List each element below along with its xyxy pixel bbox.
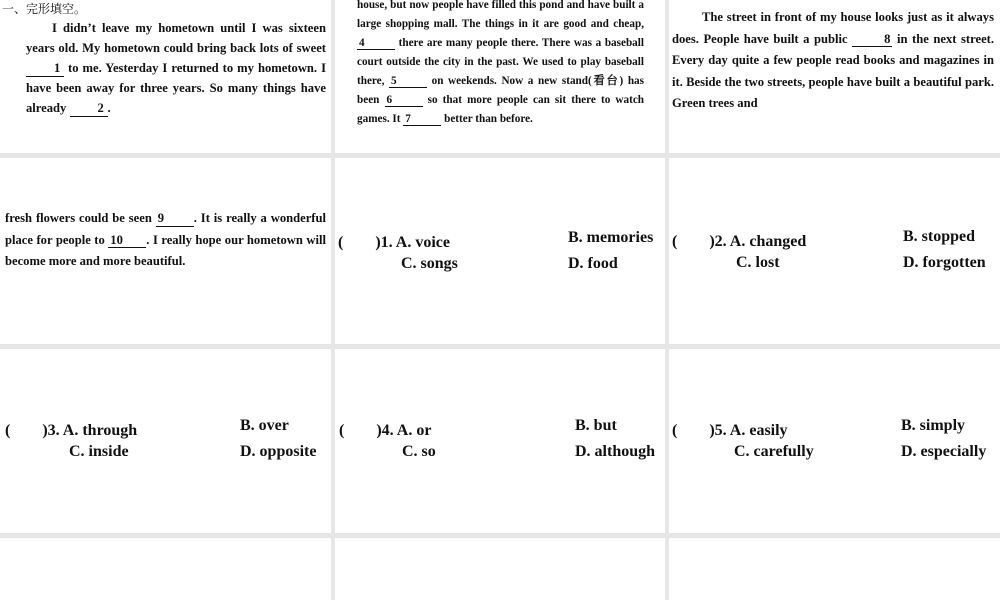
question-5 — [669, 349, 1000, 533]
option-c[interactable]: C. carefully — [734, 443, 814, 460]
answer-bracket[interactable]: ( )3. — [5, 422, 63, 439]
passage-part-2: house, but now people have filled this pond and have built a large shopping mall. The things in it are good and cheap, 4 there are many people there. There was a baseball court outside the city in the past. We used to play baseball there, 5 on weekends. Now a new stand(看台) has been 6 so that more people can sit there to watch games. It 7 better than before. — [357, 0, 645, 125]
panel-r1c1 — [0, 0, 331, 153]
blank-9: 9 — [156, 212, 194, 227]
blank-8: 8 — [852, 33, 892, 48]
option-a[interactable]: A. voice — [395, 234, 450, 251]
passage-part-3: The street in front of my house looks just as it always does. People have built a public 8 in the next street. Every day quite a few people read books and magazines in it. Beside the two streets, people have built a beautiful park. Green trees and — [672, 10, 994, 110]
panel-r4c1 — [0, 538, 331, 600]
section-heading: 一、完形填空。 — [2, 2, 87, 16]
option-c[interactable]: C. songs — [401, 255, 458, 272]
option-b[interactable]: B. simply — [901, 417, 966, 434]
option-c[interactable]: C. so — [402, 443, 436, 460]
blank-7: 7 — [403, 113, 441, 126]
option-c[interactable]: C. lost — [736, 254, 780, 271]
option-b[interactable]: B. over — [240, 417, 289, 434]
panel-r1c2 — [335, 0, 665, 153]
blank-4: 4 — [357, 37, 395, 50]
option-a[interactable]: A. or — [396, 422, 432, 439]
question-2 — [669, 158, 1000, 344]
panel-r2c1 — [0, 158, 331, 344]
option-a[interactable]: A. through — [62, 422, 138, 439]
blank-5: 5 — [389, 75, 427, 88]
option-d[interactable]: D. especially — [901, 443, 987, 460]
passage-part-1: I didn’t leave my hometown until I was sixteen years old. My hometown could bring back lots of sweet 1 to me. Yesterday I returned to my hometown. I have been away for three years. So many things have already 2 . — [26, 21, 326, 115]
option-c[interactable]: C. inside — [69, 443, 129, 460]
answer-bracket[interactable]: ( )1. — [338, 234, 396, 251]
panel-r4c3 — [669, 538, 1000, 600]
blank-1: 1 — [26, 62, 64, 77]
answer-bracket[interactable]: ( )2. — [672, 233, 730, 250]
question-3 — [0, 349, 331, 533]
question-4 — [335, 349, 665, 533]
option-a[interactable]: A. easily — [729, 422, 788, 439]
option-b[interactable]: B. stopped — [903, 228, 976, 245]
question-1 — [335, 158, 665, 344]
option-d[interactable]: D. forgotten — [903, 254, 986, 271]
option-b[interactable]: B. but — [575, 417, 617, 434]
answer-bracket[interactable]: ( )5. — [672, 422, 730, 439]
passage-part-4: fresh flowers could be seen 9 . It is really a wonderful place for people to 10 . I really hope our hometown will become more and more beautiful. — [5, 211, 326, 268]
option-a[interactable]: A. changed — [729, 233, 807, 250]
option-d[interactable]: D. although — [575, 443, 656, 460]
option-d[interactable]: D. food — [568, 255, 618, 272]
panel-r1c3 — [669, 0, 1000, 153]
panel-r4c2 — [335, 538, 665, 600]
option-d[interactable]: D. opposite — [240, 443, 317, 460]
blank-2: 2 — [70, 102, 108, 117]
blank-10: 10 — [108, 234, 146, 249]
blank-6: 6 — [385, 94, 423, 107]
answer-bracket[interactable]: ( )4. — [339, 422, 397, 439]
option-b[interactable]: B. memories — [568, 229, 654, 246]
